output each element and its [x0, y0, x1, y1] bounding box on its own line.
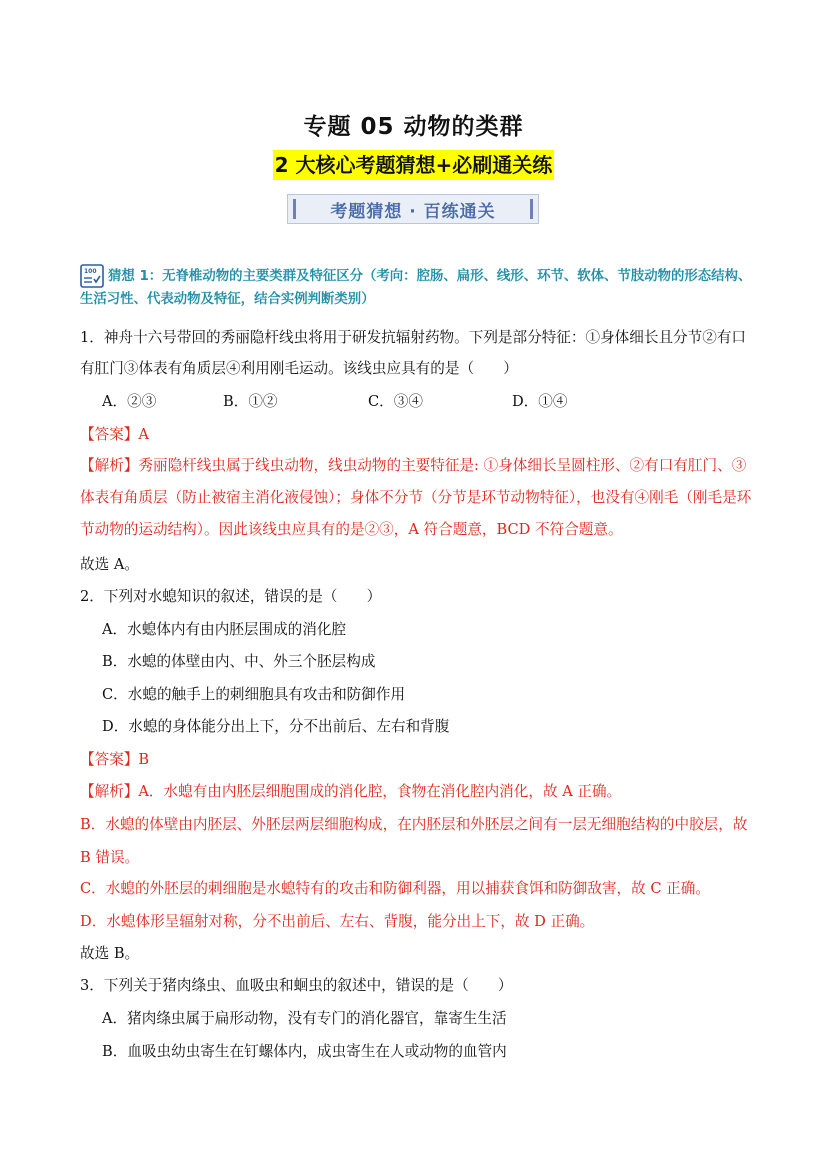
q2-conclusion: 故选 B。 [80, 945, 140, 962]
q1-option-a: A．②③ [102, 393, 157, 410]
q1-answer [80, 423, 149, 447]
q2-analysis-c: C．水螅的外胚层的刺细胞是水螅特有的攻击和防御利器，用以捕获食饵和防御敌害，故 C 正确。 [80, 880, 710, 897]
answer-tag: 【答案】 [80, 751, 139, 768]
banner-text: 考题猜想 · 百练通关 [330, 201, 496, 222]
q2-analysis-d: D．水螅体形呈辐射对称，分不出前后、左右、背腹，能分出上下，故 D 正确。 [80, 913, 595, 930]
analysis-text: A．水螅有由内胚层细胞围成的消化腔，食物在消化腔内消化，故 A 正确。 [138, 783, 622, 800]
answer-tag: 【答案】 [80, 426, 139, 443]
analysis-tag: 【解析】 [80, 457, 139, 474]
answer-value: B [138, 751, 150, 768]
question-3-stem: 3．下列关于猪肉绦虫、血吸虫和蛔虫的叙述中，错误的是（ ） [80, 977, 513, 994]
q1-option-d: D．①④ [512, 393, 568, 410]
guess-text: 猜想 1：无脊椎动物的主要类群及特征区分（考向：腔肠、扁形、线形、环节、软体、节肢动物的形态结构、生活习性、代表动物及特征，结合实例判断类别） [80, 269, 752, 307]
analysis-text: 秀丽隐杆线虫属于线虫动物，线虫动物的主要特征是: ①身体细长呈圆柱形、②有口有肛门、③体表有角质层（防止被宿主消化液侵蚀）；身体不分节（分节是环节动物特征），也没有④刚毛（刚毛是环节动物的运动结构）。因此该线虫应具有的是②③，A 符合题意，BCD 不符合题意。 [80, 457, 752, 538]
q1-option-c: C．③④ [368, 393, 423, 410]
question-2-stem: 2．下列对水螅知识的叙述，错误的是（ ） [80, 588, 382, 605]
svg-text:100: 100 [84, 268, 97, 275]
subtitle-wrap [0, 150, 827, 180]
q2-option-c: C．水螅的触手上的刺细胞具有攻击和防御作用 [102, 686, 406, 703]
analysis-tag: 【解析】 [80, 783, 139, 800]
q2-option-b: B．水螅的体壁由内、中、外三个胚层构成 [102, 653, 376, 670]
q2-answer [80, 748, 149, 772]
document-subtitle: 2 大核心考题猜想+必刷通关练 [273, 150, 555, 180]
q2-analysis-a [80, 780, 621, 804]
answer-value: A [138, 426, 149, 443]
guess-heading [80, 265, 755, 311]
document-title: 专题 05 动物的类群 [303, 114, 524, 140]
question-1-stem: 1．神舟十六号带回的秀丽隐杆线虫将用于研发抗辐射药物。下列是部分特征：①身体细长且分节②有口有肛门③体表有角质层④利用刚毛运动。该线虫应具有的是（ ） [80, 329, 747, 377]
section-banner [287, 194, 539, 224]
q1-analysis [80, 450, 760, 546]
q1-conclusion: 故选 A。 [80, 556, 139, 573]
q3-option-b: B．血吸虫幼虫寄生在钉螺体内，成虫寄生在人或动物的血管内 [102, 1043, 507, 1060]
q2-option-d: D．水螅的身体能分出上下，分不出前后、左右和背腹 [102, 718, 450, 735]
q1-option-b: B．①② [223, 393, 278, 410]
q2-analysis-b: B．水螅的体壁由内胚层、外胚层两层细胞构成，在内胚层和外胚层之间有一层无细胞结构的中胶层，故 B 错误。 [80, 816, 748, 866]
q2-option-a: A．水螅体内有由内胚层围成的消化腔 [102, 621, 347, 638]
q3-option-a: A．猪肉绦虫属于扁形动物，没有专门的消化器官，靠寄生生活 [102, 1010, 507, 1027]
